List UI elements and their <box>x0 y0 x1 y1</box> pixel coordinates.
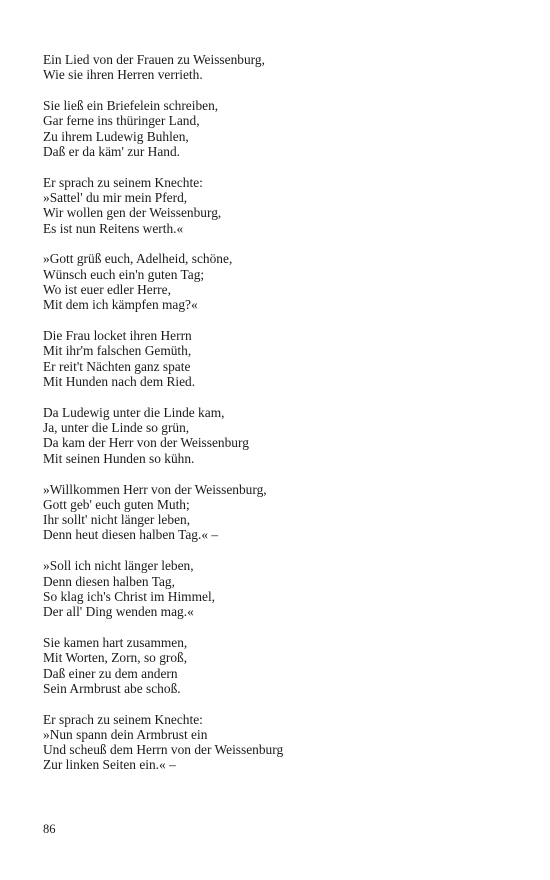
poem-line: Mit dem ich kämpfen mag?« <box>43 297 198 313</box>
poem-line: Zur linken Seiten ein.« – <box>43 757 176 773</box>
poem-line: Sein Armbrust abe schoß. <box>43 680 181 696</box>
poem-line: Zu ihrem Ludewig Buhlen, <box>43 128 189 144</box>
poem-line: Der all' Ding wenden mag.« <box>43 604 194 620</box>
poem-line: Daß er da käm' zur Hand. <box>43 143 181 159</box>
poem-line: Er sprach zu seinem Knechte: <box>43 174 203 190</box>
poem-line: Er sprach zu seinem Knechte: <box>43 711 203 727</box>
poem-line: »Gott grüß euch, Adelheid, schöne, <box>43 251 233 267</box>
poem-line: Mit Hunden nach dem Ried. <box>43 374 196 390</box>
page-number: 86 <box>43 822 56 836</box>
poem-line: Daß einer zu dem andern <box>43 665 178 681</box>
poem-line: Sie ließ ein Briefelein schreiben, <box>43 98 219 114</box>
stanza-1 <box>43 52 513 83</box>
poem-line: Da kam der Herr von der Weissenburg <box>43 435 249 451</box>
stanza-2 <box>43 98 513 159</box>
poem-line: »Willkommen Herr von der Weissenburg, <box>43 481 267 497</box>
poem-line: Mit Worten, Zorn, so groß, <box>43 650 188 666</box>
poem-line: So klag ich's Christ im Himmel, <box>43 588 216 604</box>
poem-line: »Soll ich nicht länger leben, <box>43 558 194 574</box>
stanza-10 <box>43 712 513 773</box>
poem-line: »Sattel' du mir mein Pferd, <box>43 190 188 206</box>
poem-line: »Nun spann dein Armbrust ein <box>43 726 208 742</box>
poem-line: Es ist nun Reitens werth.« <box>43 220 184 236</box>
poem-line: Wie sie ihren Herren verrieth. <box>43 67 203 83</box>
poem-line: Er reit't Nächten ganz spate <box>43 358 191 374</box>
poem-line: Denn heut diesen halben Tag.« – <box>43 527 219 543</box>
poem-line: Ein Lied von der Frauen zu Weissenburg, <box>43 52 265 67</box>
poem-line: Wir wollen gen der Weissenburg, <box>43 205 222 221</box>
poem-line: Sie kamen hart zusammen, <box>43 634 188 650</box>
poem-line: Ihr sollt' nicht länger leben, <box>43 512 191 528</box>
poem-line: Wo ist euer edler Herre, <box>43 282 171 298</box>
stanza-7 <box>43 482 513 543</box>
stanza-3 <box>43 175 513 236</box>
stanza-5 <box>43 328 513 389</box>
poem-line: Gar ferne ins thüringer Land, <box>43 113 200 129</box>
poem-line: Mit seinen Hunden so kühn. <box>43 450 195 466</box>
poem-line: Wünsch euch ein'n guten Tag; <box>43 266 205 282</box>
stanza-6 <box>43 405 513 466</box>
stanza-9 <box>43 635 513 696</box>
poem-line: Die Frau locket ihren Herrn <box>43 328 192 344</box>
poem-line: Da Ludewig unter die Linde kam, <box>43 404 225 420</box>
poem-text <box>43 52 513 788</box>
poem-line: Gott geb' euch guten Muth; <box>43 496 190 512</box>
stanza-4 <box>43 251 513 312</box>
poem-line: Denn diesen halben Tag, <box>43 573 175 589</box>
poem-line: Ja, unter die Linde so grün, <box>43 420 190 436</box>
poem-line: Und scheuß dem Herrn von der Weissenburg <box>43 742 284 758</box>
stanza-8 <box>43 558 513 619</box>
poem-line: Mit ihr'm falschen Gemüth, <box>43 343 192 359</box>
